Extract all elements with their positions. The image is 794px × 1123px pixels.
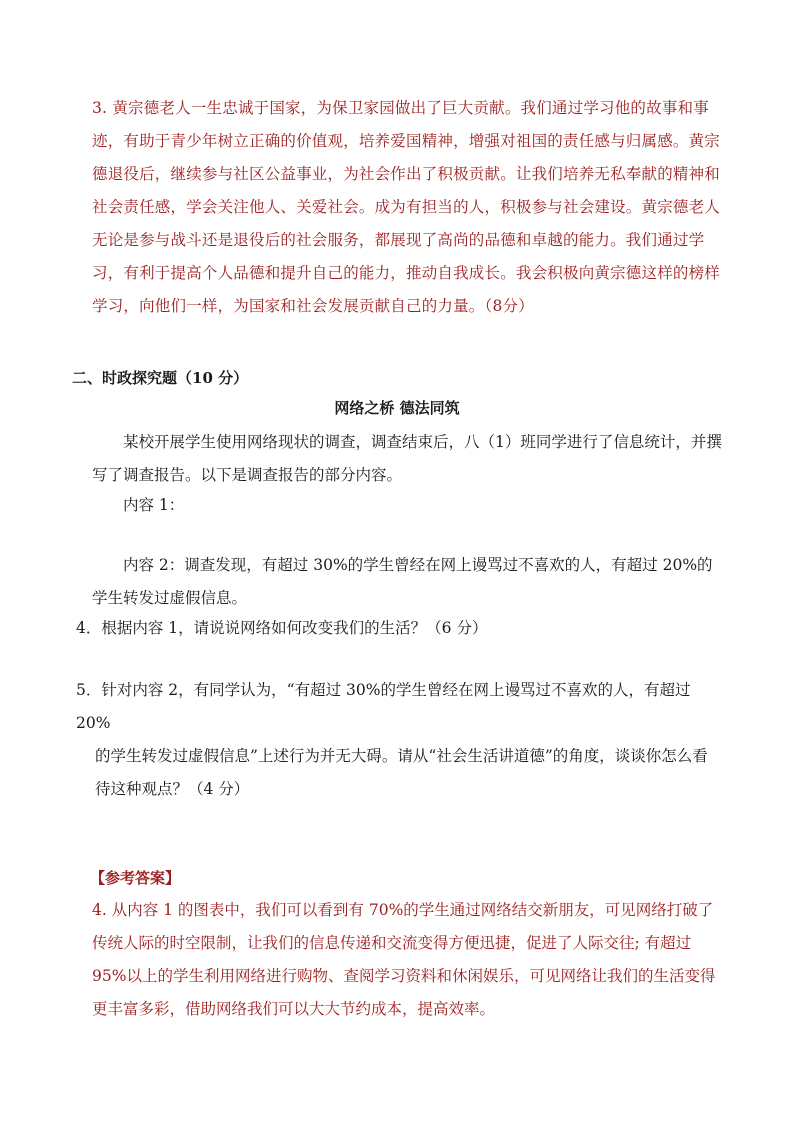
question-5-line-3: 待这种观点？（4 分） bbox=[95, 780, 250, 798]
section-2-heading: 二、时政探究题（10 分） bbox=[72, 369, 249, 387]
answer-3-paragraph: 3. 黄宗德老人一生忠诚于国家，为保卫家园做出了巨大贡献。我们通过学习他的故事和事迹，有助于青少年树立正确的价值观，培养爱国精神，增强对祖国的责任感与归属感。黄宗德退役后，继续参与社区公益事业，为社会作出了积极贡献。让我们培养无私奉献的精神和社会责任感，学会关注他人、关爱社会。成为有担当的人，积极参与社会建设。黄宗德老人无论是参与战斗还是退役后的社会服务，都展现了高尚的品德和卓越的能力。我们通过学习，有利于提高个人品德和提升自己的能力，推动自我成长。我会积极向黄宗德这样的榜样学习，向他们一样，为国家和社会发展贡献自己的力量。（8分） bbox=[92, 99, 721, 315]
question-5-line-1: 5．针对内容 2，有同学认为，“有超过 30%的学生曾经在网上谩骂过不喜欢的人，有超过 20% bbox=[76, 681, 691, 732]
question-4: 4．根据内容 1，请说说网络如何改变我们的生活？（6 分） bbox=[76, 619, 488, 637]
content-2-line-1: 内容 2：调查发现，有超过 30%的学生曾经在网上谩骂过不喜欢的人，有超过 20%的 bbox=[123, 556, 713, 574]
question-5-line-2: 的学生转发过虚假信息”上述行为并无大碍。请从“社会生活讲道德”的角度，谈谈你怎么看 bbox=[95, 747, 708, 765]
question-5 bbox=[76, 674, 726, 806]
content-1-label: 内容 1： bbox=[123, 496, 185, 514]
section-2-title: 网络之桥 德法同筑 bbox=[334, 399, 460, 417]
survey-intro-paragraph: 某校开展学生使用网络现状的调查，调查结束后，八（1）班同学进行了信息统计，并撰写了调查报告。以下是调查报告的部分内容。 bbox=[92, 433, 722, 484]
answer-4-paragraph: 4. 从内容 1 的图表中，我们可以看到有 70%的学生通过网络结交新朋友，可见网络打破了传统人际的时空限制，让我们的信息传递和交流变得方便迅捷，促进了人际交往; 有超过 95%以上的学生利用网络进行购物、查阅学习资料和休闲娱乐，可见网络让我们的生活变得更丰富多彩，借助网络我们可以大大节约成本，提高效率。 bbox=[92, 901, 716, 1018]
reference-answer-heading: 【参考答案】 bbox=[90, 869, 181, 887]
content-2-line-2: 学生转发过虚假信息。 bbox=[92, 589, 248, 607]
